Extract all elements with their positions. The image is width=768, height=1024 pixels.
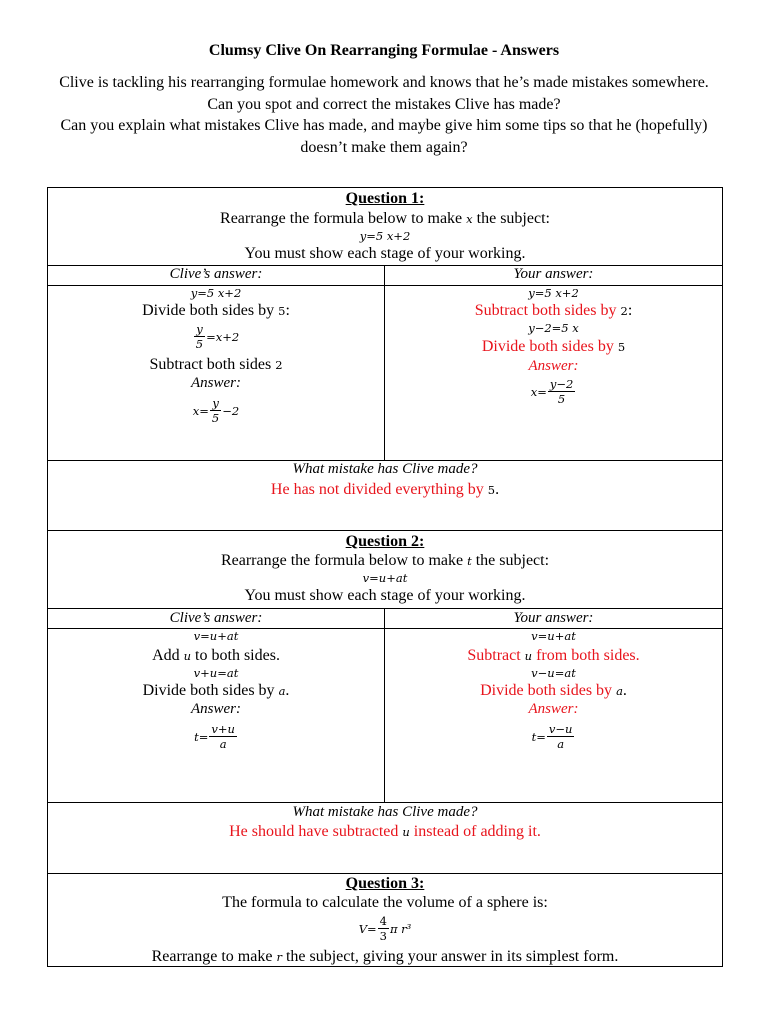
q1-clive-step1-val: 5 (278, 304, 286, 318)
q3-line2-text-end: the subject, giving your answer in its simplest form. (285, 948, 619, 965)
q1-your-answer (385, 377, 722, 406)
fraction-numerator: v+u (211, 722, 235, 736)
q1-clive-step1-end: : (285, 302, 290, 319)
fraction (194, 322, 205, 351)
q2-prompt-text: Rearrange the formula below to make (220, 552, 464, 569)
fraction-numerator: 4 (379, 914, 387, 928)
fraction-denominator: 5 (211, 411, 220, 425)
q2-clive-label: Clive’s answer: (169, 610, 263, 626)
q1-your-step1-end: : (627, 302, 633, 319)
q3-line2 (48, 948, 722, 966)
q1-mistake-answer (48, 481, 722, 499)
q1-your-answer-label: Answer: (528, 358, 579, 374)
q1-heading: Question 1: (345, 190, 425, 207)
page-title: Clumsy Clive On Rearranging Formulae - Answers (208, 42, 560, 59)
q2-mistake-var: u (402, 825, 410, 839)
divider (48, 873, 722, 874)
q1-formula: y=5 x+2 (359, 229, 411, 243)
intro-text (40, 72, 728, 158)
fraction-denominator: 3 (379, 929, 387, 943)
q2-formula: v=u+at (362, 571, 408, 585)
q2-clive-line2: v+u=at (193, 666, 239, 680)
q2-clive-answer (48, 722, 384, 751)
q1-clive-step2-text: Subtract both sides (149, 356, 272, 373)
q2-mistake-label: What mistake has Clive made? (292, 804, 478, 820)
intro-line-2: Can you spot and correct the mistakes Clive has made? (207, 95, 561, 113)
fraction-denominator: a (219, 737, 227, 751)
q2-your-answer-label: Answer: (528, 701, 579, 717)
q2-your-step2-end: . (622, 682, 627, 699)
eq-lhs: V= (358, 921, 377, 936)
q2-your-step1-text: Subtract (467, 647, 521, 664)
q1-clive-step1 (48, 302, 384, 320)
q2-prompt (48, 552, 722, 570)
fraction-denominator: a (557, 737, 565, 751)
eq-lhs: x= (192, 403, 209, 418)
intro-line-1: Clive is tackling his rearranging formulae homework and knows that he’s made mistakes somewhere. (59, 74, 709, 91)
q2-working-instruction: You must show each stage of your working. (244, 587, 526, 604)
q1-your-line2: y−2=5 x (528, 321, 579, 335)
q3-heading: Question 3: (345, 875, 425, 892)
q2-clive-step2-text: Divide both sides by (142, 682, 275, 699)
eq-lhs: t= (194, 729, 209, 744)
q1-prompt-var: x (466, 212, 473, 226)
eq-rhs: π r³ (389, 921, 412, 936)
q2-clive-step1-var: u (183, 649, 192, 663)
q1-clive-answer-label: Answer: (191, 375, 241, 391)
fraction-denominator: 5 (557, 392, 566, 406)
q2-prompt-var: t (467, 554, 472, 568)
q2-clive-line1: v=u+at (193, 629, 239, 643)
q2-your-step2-text: Divide both sides by (480, 682, 613, 699)
fraction-numerator: y−2 (549, 377, 574, 391)
q3-line2-var: r (276, 950, 282, 964)
q2-your-line1: v=u+at (531, 629, 576, 643)
q1-clive-step2 (48, 356, 384, 374)
q3-line1: The formula to calculate the volume of a sphere is: (222, 894, 548, 911)
q2-your-answer (385, 722, 722, 751)
q2-mistake-text: He should have subtracted (229, 823, 399, 840)
q1-clive-eq2 (48, 322, 384, 351)
q1-mistake-val: 5 (487, 483, 496, 497)
fraction-numerator: v−u (548, 722, 573, 736)
q1-your-step1-text: Subtract both sides by (474, 302, 617, 319)
fraction (547, 722, 575, 751)
q1-mistake-text: He has not divided everything by (270, 481, 484, 498)
q2-your-step1 (385, 647, 722, 665)
q1-mistake-label: What mistake has Clive made? (292, 461, 478, 477)
q2-your-line2: v−u=at (531, 666, 576, 680)
q1-your-step2-text: Divide both sides by (481, 338, 614, 355)
q2-clive-step1-text: Add (152, 647, 180, 664)
q1-working-instruction: You must show each stage of your working. (244, 245, 526, 262)
q2-clive-step2 (48, 682, 384, 700)
q2-clive-step2-var: a (278, 684, 286, 698)
q2-your-step2 (385, 682, 722, 700)
q1-your-step1 (385, 302, 722, 320)
q1-prompt-text: Rearrange the formula below to make (220, 210, 463, 227)
q1-clive-step2-val: 2 (275, 358, 283, 372)
q1-prompt (48, 210, 722, 228)
q2-prompt-text-end: the subject: (475, 552, 550, 569)
q2-clive-step1-text-end: to both sides. (195, 647, 280, 664)
divider (48, 530, 722, 531)
fraction-numerator: y (194, 322, 205, 337)
q1-your-label: Your answer: (513, 266, 594, 282)
fraction (378, 914, 389, 943)
q2-your-label: Your answer: (513, 610, 594, 626)
q2-clive-step2-end: . (285, 682, 290, 699)
q1-prompt-text-end: the subject: (476, 210, 550, 227)
fraction (210, 396, 221, 425)
q1-clive-label: Clive’s answer: (169, 266, 263, 282)
q2-clive-answer-label: Answer: (191, 701, 241, 717)
q3-formula (48, 914, 722, 943)
q2-heading: Question 2: (345, 533, 425, 550)
q1-your-step2 (385, 338, 722, 356)
q1-clive-step1-text: Divide both sides by (142, 302, 275, 319)
q1-mistake-end: . (495, 481, 500, 498)
fraction-denominator: 5 (195, 337, 204, 351)
q2-mistake-answer (48, 823, 722, 841)
eq-rhs: −2 (222, 403, 240, 418)
q1-clive-line1: y=5 x+2 (190, 286, 242, 300)
fraction (548, 377, 575, 406)
intro-line-3: Can you explain what mistakes Clive has made, and maybe give him some tips so that he (hopefully) doesn’t make them again? (60, 117, 708, 156)
eq-lhs: t= (531, 729, 546, 744)
q2-mistake-text-end: instead of adding it. (413, 823, 541, 840)
fraction-numerator: y (210, 396, 221, 411)
q3-line2-text: Rearrange to make (151, 948, 273, 965)
fraction (209, 722, 237, 751)
questions-table (47, 187, 723, 967)
q2-clive-step1 (48, 647, 384, 665)
q2-your-step2-var: a (616, 684, 623, 698)
divider (48, 608, 722, 609)
q1-your-step1-val: 2 (620, 304, 628, 318)
q2-your-step1-var: u (524, 649, 533, 663)
eq-lhs: x= (530, 384, 547, 399)
q1-clive-answer (48, 396, 384, 425)
q1-your-line1: y=5 x+2 (528, 286, 579, 300)
q2-your-step1-text-end: from both sides. (536, 647, 640, 664)
eq-rhs: =x+2 (206, 329, 240, 344)
q1-your-step2-val: 5 (617, 340, 626, 354)
divider (48, 802, 722, 803)
